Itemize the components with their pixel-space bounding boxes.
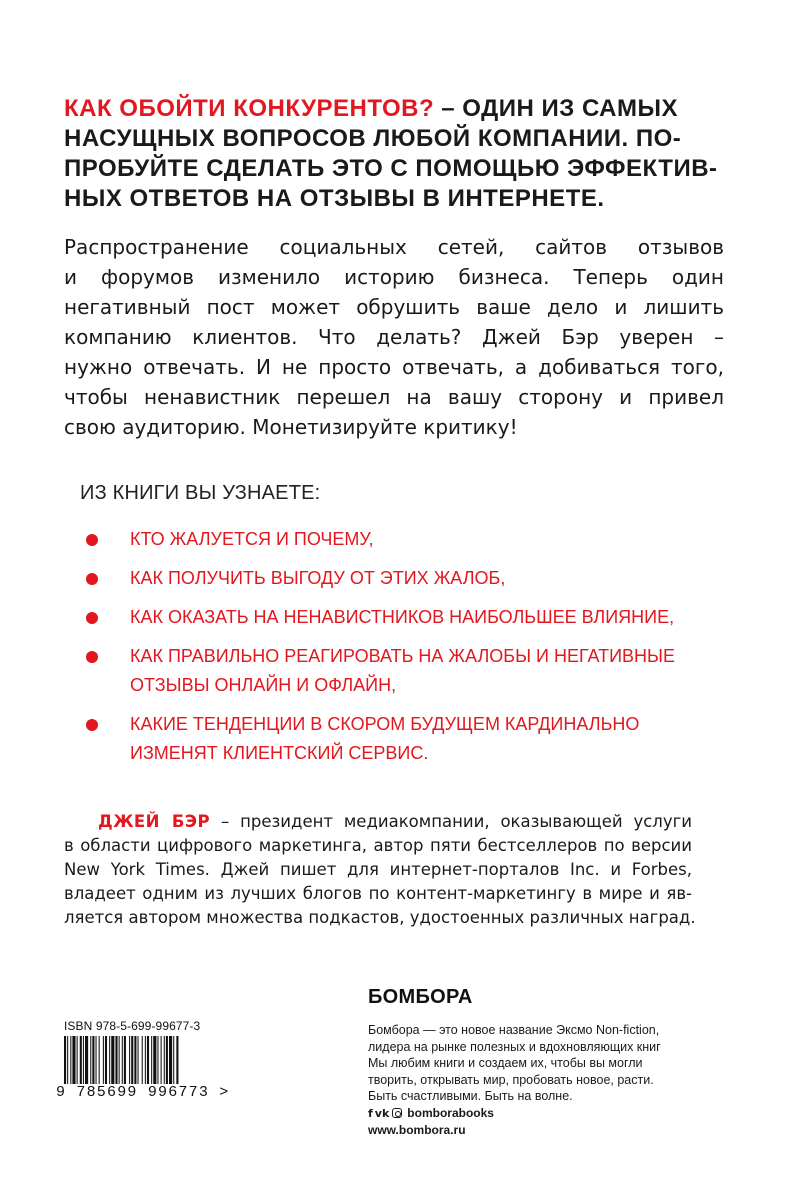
intro-line: компанию клиентов. Что делать? Джей Бэр уверен – [64,325,724,349]
author-line: ДЖЕЙ БЭР – президент медиакомпании, оказывающей услуги [98,812,692,831]
social-handle: bomborabooks [407,1106,494,1120]
isbn-text: ISBN 978-5-699-99677-3 [64,1019,201,1033]
headline-line-3: ПРОБУЙТЕ СДЕЛАТЬ ЭТО С ПОМОЩЬЮ ЭФФЕКТИВ- [64,155,718,182]
intro-paragraph [64,232,724,442]
headline-line-2: НАСУЩНЫХ ВОПРОСОВ ЛЮБОЙ КОМПАНИИ. ПО- [64,125,682,152]
author-bio [64,810,696,930]
social-links [368,1106,494,1120]
bullet-dot-icon [86,651,98,663]
bullet-item: КАКИЕ ТЕНДЕНЦИИ В СКОРОМ БУДУЩЕМ КАРДИНАЛЬНО ИЗМЕНЯТ КЛИЕНТСКИЙ СЕРВИС. [86,710,726,768]
bullet-item: КТО ЖАЛУЕТСЯ И ПОЧЕМУ, [86,525,726,554]
intro-line: Распространение социальных сетей, сайтов отзывов [64,235,724,259]
bullet-dot-icon [86,534,98,546]
website-link: www.bombora.ru [368,1123,466,1137]
headline-line-4: НЫХ ОТВЕТОВ НА ОТЗЫВЫ В ИНТЕРНЕТЕ. [64,185,605,212]
instagram-icon [392,1108,402,1118]
author-line: владеет одним из лучших блогов по контент-маркетингу в мире и яв- [64,884,692,903]
intro-line: негативный пост может обрушить ваше дело и лишить [64,295,724,319]
learn-title: ИЗ КНИГИ ВЫ УЗНАЕТЕ: [80,482,321,504]
intro-line: и форумов изменило историю бизнеса. Теперь один [64,265,724,289]
barcode-digits: 9 785699 996773 > [56,1084,230,1101]
bullet-item: КАК ПРАВИЛЬНО РЕАГИРОВАТЬ НА ЖАЛОБЫ И НЕГАТИВНЫЕ ОТЗЫВЫ ОНЛАЙН И ОФЛАЙН, [86,642,726,700]
vk-icon: vk [374,1106,390,1120]
publisher-logo: БОМБОРА [368,986,473,1008]
author-line: New York Times. Джей пишет для интернет-порталов Inc. и Forbes, [64,860,692,879]
bullet-dot-icon [86,612,98,624]
bullet-list [86,525,726,778]
headline-line-1: КАК ОБОЙТИ КОНКУРЕНТОВ? – ОДИН ИЗ САМЫХ [64,95,679,122]
headline [64,94,724,214]
intro-line: нужно отвечать. И не просто отвечать, а добиваться того, [64,355,724,379]
author-line: в области цифрового маркетинга, автор пяти бестселлеров по версии [64,836,692,855]
bullet-dot-icon [86,719,98,731]
bullet-item: КАК ОКАЗАТЬ НА НЕНАВИСТНИКОВ НАИБОЛЬШЕЕ ВЛИЯНИЕ, [86,603,726,632]
author-line: ляется автором множества подкастов, удостоенных различных наград. [64,908,696,927]
headline-question: КАК ОБОЙТИ КОНКУРЕНТОВ? [64,95,435,122]
intro-line: свою аудиторию. Монетизируйте критику! [64,415,518,439]
facebook-icon: f [368,1106,373,1120]
bullet-dot-icon [86,573,98,585]
intro-line: чтобы ненавистник перешел на вашу сторону и привел [64,385,724,409]
author-name: ДЖЕЙ БЭР [98,812,211,831]
publisher-description: Бомбора — это новое название Эксмо Non-fiction, лидера на рынке полезных и вдохновляющих книг Мы любим книги и создаем их, чтобы вы могли творить, открывать мир, пробовать новое, расти. Быть счастливыми. Быть на волне. [368,1023,661,1103]
bullet-item: КАК ПОЛУЧИТЬ ВЫГОДУ ОТ ЭТИХ ЖАЛОБ, [86,564,726,593]
